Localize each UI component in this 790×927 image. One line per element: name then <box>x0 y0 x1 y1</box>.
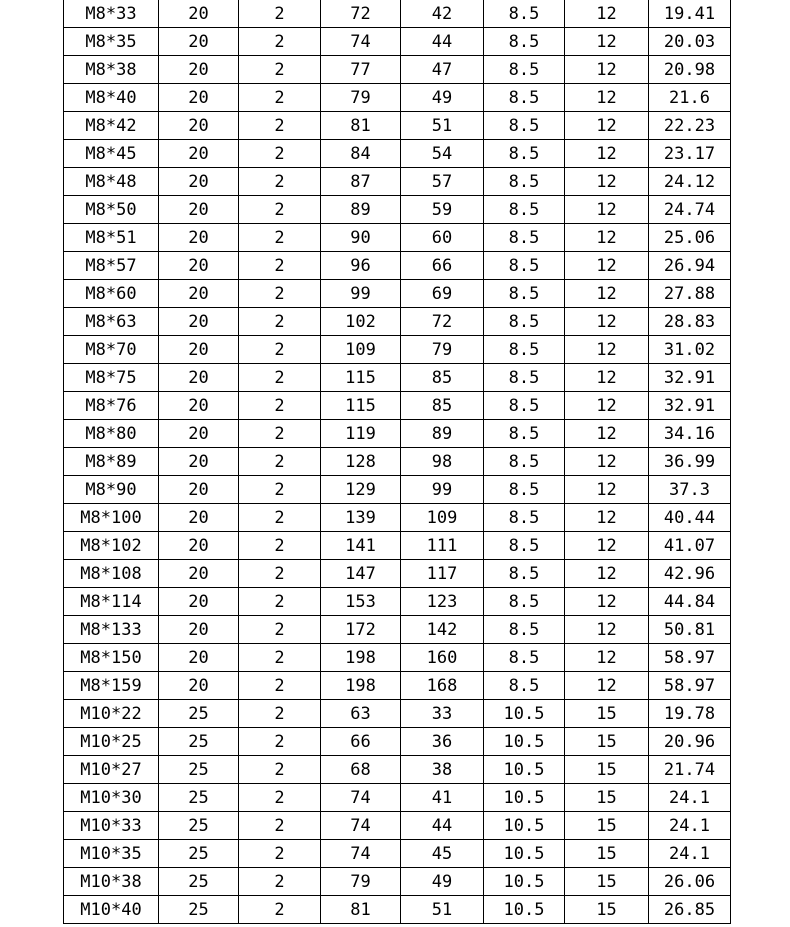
table-cell-col-5: 41 <box>401 784 484 812</box>
table-cell-col-3: 2 <box>239 476 321 504</box>
table-cell-col-2: 20 <box>159 168 239 196</box>
table-cell-col-4: 128 <box>321 448 401 476</box>
table-cell-col-6: 8.5 <box>484 364 565 392</box>
table-cell-col-3: 2 <box>239 168 321 196</box>
table-row <box>64 140 731 168</box>
table-cell-size: M8*70 <box>64 336 159 364</box>
table-cell-col-5: 51 <box>401 112 484 140</box>
table-row <box>64 700 731 728</box>
table-cell-col-8: 27.88 <box>649 280 731 308</box>
table-cell-col-3: 2 <box>239 392 321 420</box>
table-cell-col-6: 8.5 <box>484 392 565 420</box>
table-cell-col-5: 98 <box>401 448 484 476</box>
table-cell-col-4: 63 <box>321 700 401 728</box>
table-cell-col-6: 8.5 <box>484 616 565 644</box>
table-cell-size: M8*57 <box>64 252 159 280</box>
table-cell-col-5: 142 <box>401 616 484 644</box>
table-cell-col-3: 2 <box>239 504 321 532</box>
table-row <box>64 756 731 784</box>
table-cell-size: M10*35 <box>64 840 159 868</box>
table-cell-col-3: 2 <box>239 56 321 84</box>
table-cell-col-7: 12 <box>565 112 649 140</box>
table-cell-col-7: 12 <box>565 616 649 644</box>
table-cell-col-3: 2 <box>239 868 321 896</box>
table-cell-col-8: 21.74 <box>649 756 731 784</box>
table-cell-col-2: 25 <box>159 700 239 728</box>
table-cell-col-5: 49 <box>401 84 484 112</box>
table-cell-col-4: 99 <box>321 280 401 308</box>
table-cell-col-4: 74 <box>321 812 401 840</box>
table-cell-col-7: 12 <box>565 140 649 168</box>
table-row <box>64 812 731 840</box>
table-cell-col-5: 60 <box>401 224 484 252</box>
table-cell-col-5: 85 <box>401 392 484 420</box>
table-cell-col-8: 50.81 <box>649 616 731 644</box>
table-cell-col-7: 12 <box>565 84 649 112</box>
table-cell-col-2: 25 <box>159 840 239 868</box>
table-cell-col-8: 42.96 <box>649 560 731 588</box>
table-cell-col-5: 42 <box>401 0 484 28</box>
table-cell-col-6: 8.5 <box>484 448 565 476</box>
table-cell-col-4: 115 <box>321 364 401 392</box>
table-cell-col-6: 10.5 <box>484 756 565 784</box>
table-cell-size: M8*50 <box>64 196 159 224</box>
table-cell-col-3: 2 <box>239 364 321 392</box>
table-row <box>64 504 731 532</box>
table-cell-size: M8*75 <box>64 364 159 392</box>
table-cell-col-7: 12 <box>565 280 649 308</box>
table-cell-col-3: 2 <box>239 112 321 140</box>
table-cell-col-2: 20 <box>159 336 239 364</box>
table-cell-size: M10*25 <box>64 728 159 756</box>
table-cell-size: M8*63 <box>64 308 159 336</box>
table-cell-col-5: 69 <box>401 280 484 308</box>
table-cell-col-8: 19.78 <box>649 700 731 728</box>
table-cell-col-8: 25.06 <box>649 224 731 252</box>
table-cell-col-6: 8.5 <box>484 560 565 588</box>
table-cell-col-6: 8.5 <box>484 476 565 504</box>
table-cell-col-5: 66 <box>401 252 484 280</box>
table-cell-col-6: 8.5 <box>484 420 565 448</box>
table-cell-col-5: 89 <box>401 420 484 448</box>
table-cell-col-5: 45 <box>401 840 484 868</box>
table-cell-col-2: 25 <box>159 728 239 756</box>
table-cell-col-7: 12 <box>565 336 649 364</box>
table-cell-col-3: 2 <box>239 224 321 252</box>
table-cell-col-4: 109 <box>321 336 401 364</box>
table-cell-col-5: 168 <box>401 672 484 700</box>
table-cell-col-8: 20.96 <box>649 728 731 756</box>
table-cell-col-6: 8.5 <box>484 588 565 616</box>
table-cell-col-3: 2 <box>239 756 321 784</box>
table-cell-col-4: 81 <box>321 112 401 140</box>
table-cell-col-5: 47 <box>401 56 484 84</box>
table-cell-col-6: 8.5 <box>484 112 565 140</box>
table-cell-col-4: 119 <box>321 420 401 448</box>
table-row <box>64 532 731 560</box>
table-cell-col-4: 198 <box>321 644 401 672</box>
table-cell-col-3: 2 <box>239 616 321 644</box>
table-row <box>64 28 731 56</box>
table-cell-col-6: 8.5 <box>484 84 565 112</box>
table-cell-col-8: 40.44 <box>649 504 731 532</box>
table-row <box>64 896 731 924</box>
table-cell-size: M10*30 <box>64 784 159 812</box>
table-cell-col-8: 37.3 <box>649 476 731 504</box>
table-cell-col-2: 20 <box>159 392 239 420</box>
table-cell-col-2: 25 <box>159 784 239 812</box>
table-cell-col-5: 49 <box>401 868 484 896</box>
table-row <box>64 868 731 896</box>
table-cell-col-7: 12 <box>565 504 649 532</box>
table-cell-col-6: 8.5 <box>484 140 565 168</box>
table-cell-col-3: 2 <box>239 252 321 280</box>
table-cell-col-6: 8.5 <box>484 28 565 56</box>
table-cell-col-7: 12 <box>565 224 649 252</box>
table-cell-col-5: 36 <box>401 728 484 756</box>
table-cell-col-2: 20 <box>159 364 239 392</box>
table-cell-col-4: 198 <box>321 672 401 700</box>
table-cell-col-7: 12 <box>565 560 649 588</box>
table-cell-col-7: 12 <box>565 420 649 448</box>
table-cell-size: M8*150 <box>64 644 159 672</box>
table-cell-col-2: 20 <box>159 308 239 336</box>
table-cell-col-8: 20.03 <box>649 28 731 56</box>
table-cell-col-5: 38 <box>401 756 484 784</box>
table-cell-col-3: 2 <box>239 28 321 56</box>
table-cell-size: M8*102 <box>64 532 159 560</box>
table-row <box>64 112 731 140</box>
table-cell-col-6: 8.5 <box>484 308 565 336</box>
table-cell-col-3: 2 <box>239 0 321 28</box>
table-cell-size: M10*40 <box>64 896 159 924</box>
table-cell-col-4: 172 <box>321 616 401 644</box>
table-cell-col-4: 139 <box>321 504 401 532</box>
table-cell-col-6: 8.5 <box>484 336 565 364</box>
table-cell-col-4: 74 <box>321 840 401 868</box>
table-cell-col-4: 147 <box>321 560 401 588</box>
table-cell-col-4: 89 <box>321 196 401 224</box>
table-cell-col-6: 8.5 <box>484 56 565 84</box>
table-cell-col-4: 79 <box>321 84 401 112</box>
table-cell-col-3: 2 <box>239 588 321 616</box>
table-row <box>64 560 731 588</box>
table-cell-col-2: 25 <box>159 868 239 896</box>
table-cell-col-8: 21.6 <box>649 84 731 112</box>
table-cell-col-7: 12 <box>565 476 649 504</box>
table-cell-col-6: 10.5 <box>484 840 565 868</box>
table-cell-col-7: 12 <box>565 252 649 280</box>
table-cell-col-8: 26.94 <box>649 252 731 280</box>
table-cell-size: M8*33 <box>64 0 159 28</box>
table-cell-col-8: 23.17 <box>649 140 731 168</box>
table-cell-size: M8*100 <box>64 504 159 532</box>
table-cell-col-6: 10.5 <box>484 868 565 896</box>
table-cell-col-2: 20 <box>159 280 239 308</box>
table-cell-col-6: 8.5 <box>484 252 565 280</box>
table-cell-col-3: 2 <box>239 672 321 700</box>
table-cell-col-4: 74 <box>321 28 401 56</box>
table-cell-col-4: 81 <box>321 896 401 924</box>
table-cell-col-7: 12 <box>565 196 649 224</box>
table-cell-col-4: 96 <box>321 252 401 280</box>
table-cell-col-7: 15 <box>565 840 649 868</box>
table-cell-col-5: 59 <box>401 196 484 224</box>
table-cell-col-8: 19.41 <box>649 0 731 28</box>
table-cell-col-8: 26.85 <box>649 896 731 924</box>
table-row <box>64 308 731 336</box>
table-cell-size: M8*60 <box>64 280 159 308</box>
table-cell-col-2: 20 <box>159 84 239 112</box>
table-cell-size: M8*80 <box>64 420 159 448</box>
table-cell-col-4: 84 <box>321 140 401 168</box>
table-cell-col-5: 99 <box>401 476 484 504</box>
table-cell-col-3: 2 <box>239 812 321 840</box>
table-cell-col-6: 8.5 <box>484 168 565 196</box>
table-cell-size: M8*89 <box>64 448 159 476</box>
table-cell-col-2: 20 <box>159 560 239 588</box>
table-cell-size: M10*33 <box>64 812 159 840</box>
table-cell-col-5: 160 <box>401 644 484 672</box>
table-row <box>64 224 731 252</box>
table-cell-col-8: 41.07 <box>649 532 731 560</box>
table-cell-col-2: 25 <box>159 756 239 784</box>
table-cell-col-7: 15 <box>565 812 649 840</box>
table-row <box>64 420 731 448</box>
table-cell-col-2: 20 <box>159 112 239 140</box>
table-cell-size: M8*48 <box>64 168 159 196</box>
table-cell-col-2: 20 <box>159 504 239 532</box>
table-cell-col-7: 12 <box>565 448 649 476</box>
table-cell-col-5: 44 <box>401 28 484 56</box>
table-cell-col-8: 34.16 <box>649 420 731 448</box>
table-cell-col-6: 8.5 <box>484 196 565 224</box>
table-cell-col-8: 22.23 <box>649 112 731 140</box>
table-row <box>64 168 731 196</box>
table-cell-col-4: 90 <box>321 224 401 252</box>
table-cell-size: M8*42 <box>64 112 159 140</box>
table-row <box>64 644 731 672</box>
table-cell-col-7: 12 <box>565 644 649 672</box>
table-cell-col-6: 8.5 <box>484 280 565 308</box>
table-cell-size: M8*133 <box>64 616 159 644</box>
table-cell-col-4: 72 <box>321 0 401 28</box>
table-row <box>64 728 731 756</box>
table-cell-size: M8*76 <box>64 392 159 420</box>
table-cell-col-6: 8.5 <box>484 224 565 252</box>
table-cell-col-5: 51 <box>401 896 484 924</box>
table-cell-col-3: 2 <box>239 840 321 868</box>
table-cell-col-4: 153 <box>321 588 401 616</box>
table-cell-col-5: 85 <box>401 364 484 392</box>
table-cell-col-8: 26.06 <box>649 868 731 896</box>
table-cell-col-2: 20 <box>159 588 239 616</box>
table-cell-col-7: 12 <box>565 168 649 196</box>
table-cell-col-3: 2 <box>239 336 321 364</box>
table-row <box>64 588 731 616</box>
table-cell-size: M8*35 <box>64 28 159 56</box>
table-cell-col-3: 2 <box>239 896 321 924</box>
table-cell-col-8: 24.12 <box>649 168 731 196</box>
table-cell-col-7: 15 <box>565 896 649 924</box>
table-cell-col-2: 20 <box>159 532 239 560</box>
table-cell-col-6: 10.5 <box>484 896 565 924</box>
table-cell-col-2: 20 <box>159 252 239 280</box>
table-cell-col-4: 66 <box>321 728 401 756</box>
table-cell-col-2: 20 <box>159 448 239 476</box>
table-row <box>64 616 731 644</box>
table-cell-size: M10*38 <box>64 868 159 896</box>
spec-table-body <box>64 0 731 924</box>
table-cell-col-7: 12 <box>565 56 649 84</box>
table-cell-col-7: 12 <box>565 28 649 56</box>
table-cell-col-2: 20 <box>159 476 239 504</box>
table-cell-size: M8*114 <box>64 588 159 616</box>
table-cell-col-7: 12 <box>565 0 649 28</box>
table-cell-col-5: 33 <box>401 700 484 728</box>
table-cell-col-6: 8.5 <box>484 504 565 532</box>
table-cell-col-8: 58.97 <box>649 644 731 672</box>
table-cell-col-5: 109 <box>401 504 484 532</box>
table-row <box>64 392 731 420</box>
table-cell-size: M8*45 <box>64 140 159 168</box>
table-cell-col-6: 10.5 <box>484 728 565 756</box>
table-cell-col-7: 12 <box>565 308 649 336</box>
table-cell-col-2: 20 <box>159 140 239 168</box>
table-cell-col-6: 10.5 <box>484 812 565 840</box>
table-cell-col-2: 20 <box>159 420 239 448</box>
table-cell-col-7: 15 <box>565 784 649 812</box>
table-cell-col-5: 44 <box>401 812 484 840</box>
table-cell-col-3: 2 <box>239 84 321 112</box>
table-cell-col-4: 79 <box>321 868 401 896</box>
spec-table <box>63 0 731 924</box>
table-cell-col-5: 57 <box>401 168 484 196</box>
table-cell-col-3: 2 <box>239 140 321 168</box>
table-cell-col-4: 141 <box>321 532 401 560</box>
table-row <box>64 280 731 308</box>
table-cell-col-6: 8.5 <box>484 672 565 700</box>
table-cell-col-8: 24.74 <box>649 196 731 224</box>
table-cell-col-2: 20 <box>159 644 239 672</box>
table-cell-size: M10*22 <box>64 700 159 728</box>
table-cell-col-2: 20 <box>159 196 239 224</box>
table-cell-col-8: 24.1 <box>649 840 731 868</box>
table-cell-col-3: 2 <box>239 728 321 756</box>
table-row <box>64 56 731 84</box>
table-cell-col-7: 15 <box>565 868 649 896</box>
table-row <box>64 448 731 476</box>
table-cell-col-3: 2 <box>239 196 321 224</box>
table-cell-col-3: 2 <box>239 532 321 560</box>
table-cell-col-3: 2 <box>239 700 321 728</box>
table-row <box>64 364 731 392</box>
table-cell-col-6: 8.5 <box>484 644 565 672</box>
table-cell-col-3: 2 <box>239 784 321 812</box>
table-cell-col-8: 32.91 <box>649 364 731 392</box>
table-cell-col-5: 54 <box>401 140 484 168</box>
table-cell-col-8: 58.97 <box>649 672 731 700</box>
table-cell-col-8: 31.02 <box>649 336 731 364</box>
table-cell-col-8: 28.83 <box>649 308 731 336</box>
table-cell-col-7: 12 <box>565 588 649 616</box>
table-cell-col-3: 2 <box>239 280 321 308</box>
table-cell-col-2: 25 <box>159 896 239 924</box>
table-cell-col-8: 32.91 <box>649 392 731 420</box>
table-cell-col-2: 20 <box>159 56 239 84</box>
table-cell-col-3: 2 <box>239 420 321 448</box>
table-cell-col-6: 8.5 <box>484 0 565 28</box>
table-row <box>64 784 731 812</box>
table-row <box>64 476 731 504</box>
table-cell-col-8: 44.84 <box>649 588 731 616</box>
table-cell-col-7: 15 <box>565 728 649 756</box>
table-cell-col-5: 123 <box>401 588 484 616</box>
table-row <box>64 840 731 868</box>
table-cell-col-4: 129 <box>321 476 401 504</box>
table-cell-col-7: 12 <box>565 672 649 700</box>
table-cell-col-6: 10.5 <box>484 784 565 812</box>
table-cell-col-6: 8.5 <box>484 532 565 560</box>
table-cell-col-2: 20 <box>159 0 239 28</box>
table-cell-col-4: 102 <box>321 308 401 336</box>
table-cell-col-4: 87 <box>321 168 401 196</box>
table-cell-size: M8*38 <box>64 56 159 84</box>
table-cell-col-7: 15 <box>565 756 649 784</box>
table-row <box>64 252 731 280</box>
table-cell-col-8: 20.98 <box>649 56 731 84</box>
table-cell-col-7: 12 <box>565 364 649 392</box>
table-cell-size: M10*27 <box>64 756 159 784</box>
table-cell-col-4: 68 <box>321 756 401 784</box>
table-cell-col-4: 115 <box>321 392 401 420</box>
table-cell-col-3: 2 <box>239 644 321 672</box>
table-cell-col-4: 74 <box>321 784 401 812</box>
table-cell-col-2: 20 <box>159 28 239 56</box>
table-cell-col-2: 25 <box>159 812 239 840</box>
table-row <box>64 84 731 112</box>
table-cell-col-3: 2 <box>239 560 321 588</box>
table-cell-size: M8*159 <box>64 672 159 700</box>
table-cell-col-6: 10.5 <box>484 700 565 728</box>
table-cell-size: M8*40 <box>64 84 159 112</box>
table-cell-col-4: 77 <box>321 56 401 84</box>
table-cell-col-8: 36.99 <box>649 448 731 476</box>
table-cell-col-3: 2 <box>239 448 321 476</box>
table-cell-col-2: 20 <box>159 672 239 700</box>
table-cell-size: M8*90 <box>64 476 159 504</box>
table-row <box>64 0 731 28</box>
table-row <box>64 672 731 700</box>
table-row <box>64 196 731 224</box>
table-cell-col-2: 20 <box>159 616 239 644</box>
table-cell-col-5: 72 <box>401 308 484 336</box>
table-cell-col-7: 12 <box>565 392 649 420</box>
table-cell-col-5: 111 <box>401 532 484 560</box>
table-cell-col-7: 12 <box>565 532 649 560</box>
table-cell-col-5: 79 <box>401 336 484 364</box>
table-cell-col-8: 24.1 <box>649 784 731 812</box>
table-cell-col-5: 117 <box>401 560 484 588</box>
table-cell-col-7: 15 <box>565 700 649 728</box>
table-cell-size: M8*51 <box>64 224 159 252</box>
table-cell-col-3: 2 <box>239 308 321 336</box>
table-cell-size: M8*108 <box>64 560 159 588</box>
table-row <box>64 336 731 364</box>
table-cell-col-2: 20 <box>159 224 239 252</box>
table-cell-col-8: 24.1 <box>649 812 731 840</box>
